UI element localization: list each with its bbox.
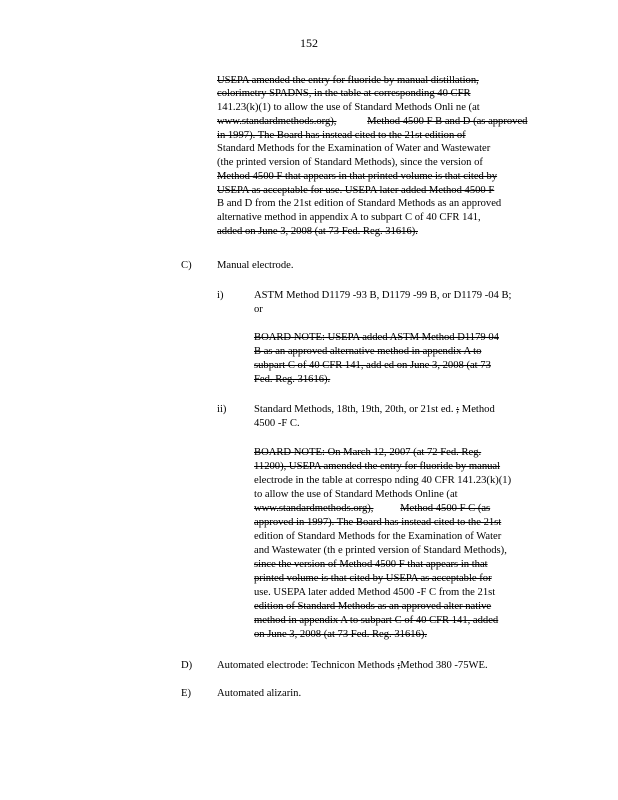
board-note-2-line-8: and Wastewater (th e printed version of Standard Methods),	[254, 545, 507, 556]
item-c-i-line-1: ASTM Method D1179 -93 B, D1179 -99 B, or D1179 -04 B;	[254, 290, 512, 301]
page-number: 152	[300, 36, 318, 50]
item-c-i-label: i)	[217, 290, 224, 301]
board-note-1-line-2: B as an approved alternative method in appendix A to	[254, 346, 482, 357]
para1-line-7: (the printed version of Standard Methods), since the version of	[217, 157, 483, 168]
item-c-ii-line-1-deleted: ;	[456, 404, 460, 415]
board-note-2-line-10: printed volume is that cited by USEPA as acceptable for	[254, 573, 492, 584]
board-note-2-line-3: electrode in the table at correspo nding 40 CFR 141.23(k)(1)	[254, 475, 512, 486]
item-c-ii-line-1	[254, 403, 495, 416]
item-d-text	[217, 659, 488, 672]
item-e-text: Automated alizarin.	[217, 688, 302, 699]
board-note-2-line-6: approved in 1997). The Board has instead cited to the 21st	[254, 517, 502, 528]
para1-line-9: USEPA as acceptable for use. USEPA later added Method 4500 F	[217, 185, 495, 196]
board-note-2-line-13: method in appendix A to subpart C of 40 CFR 141, added	[254, 615, 499, 626]
board-note-2-line-5-rest: Method 4500 F C (as	[400, 503, 491, 514]
item-d-text-inserted: Method 380 -75WE.	[400, 660, 488, 671]
para1-line-11: alternative method in appendix A to subpart C of 40 CFR 141,	[217, 212, 481, 223]
item-c-ii-line-1-inserted: Method	[461, 404, 495, 415]
para1-line-4-url: www.standardmethods.org),	[217, 116, 337, 127]
board-note-2-url: www.standardmethods.org),	[254, 503, 374, 514]
board-note-2-line-4: to allow the use of Standard Methods Online (at	[254, 489, 458, 500]
board-note-2-line-7: edition of Standard Methods for the Examination of Water	[254, 531, 502, 542]
para1-line-6: Standard Methods for the Examination of Water and Wastewater	[217, 143, 491, 154]
item-c-label: C)	[181, 260, 192, 271]
board-note-2-line-5	[254, 502, 490, 515]
para1-line-12: added on June 3, 2008 (at 73 Fed. Reg. 31616).	[217, 226, 418, 237]
item-c-ii-label: ii)	[217, 404, 227, 415]
item-e-label: E)	[181, 688, 191, 699]
item-c-i-line-2: or	[254, 304, 263, 315]
para1-line-10: B and D from the 21st edition of Standard Methods as an approved	[217, 198, 502, 209]
para1-line-2: colorimetry SPADNS, in the table at corresponding 40 CFR	[217, 88, 471, 99]
item-c-text: Manual electrode.	[217, 260, 294, 271]
item-d-label: D)	[181, 660, 193, 671]
para1-line-1: USEPA amended the entry for fluoride by manual distillation,	[217, 75, 479, 86]
para1-line-4-rest: Method 4500 F B and D (as approved	[367, 116, 528, 127]
board-note-2-line-14: on June 3, 2008 (at 73 Fed. Reg. 31616).	[254, 629, 428, 640]
board-note-2-line-9: since the version of Method 4500 F that appears in that	[254, 559, 488, 570]
board-note-2-line-11: use. USEPA later added Method 4500 -F C from the 21st	[254, 587, 496, 598]
board-note-2-line-2: 11200), USEPA amended the entry for fluoride by manual	[254, 461, 501, 472]
item-d-text-main: Automated electrode: Technicon Methods	[217, 660, 395, 671]
item-c-ii-line-2: 4500 -F C.	[254, 418, 300, 429]
item-c-ii-line-1-text: Standard Methods, 18th, 19th, 20th, or 21st ed.	[254, 404, 454, 415]
para1-line-3: 141.23(k)(1) to allow the use of Standard Methods Onli ne (at	[217, 102, 480, 113]
board-note-1-line-3: subpart C of 40 CFR 141, add ed on June 3, 2008 (at 73	[254, 360, 491, 371]
board-note-1-line-1: BOARD NOTE: USEPA added ASTM Method D1179 04	[254, 332, 499, 343]
para1-line-5: in 1997). The Board has instead cited to the 21st edition of	[217, 130, 466, 141]
item-d-text-deleted: ;	[397, 660, 401, 671]
para1-line-8: Method 4500 F that appears in that printed volume is that cited by	[217, 171, 498, 182]
board-note-2-line-1: BOARD NOTE: On March 12, 2007 (at 72 Fed. Reg.	[254, 447, 482, 458]
para1-line-4	[217, 115, 527, 128]
board-note-2-line-12: edition of Standard Methods as an approved alter native	[254, 601, 492, 612]
board-note-1-line-4: Fed. Reg. 31616).	[254, 374, 331, 385]
